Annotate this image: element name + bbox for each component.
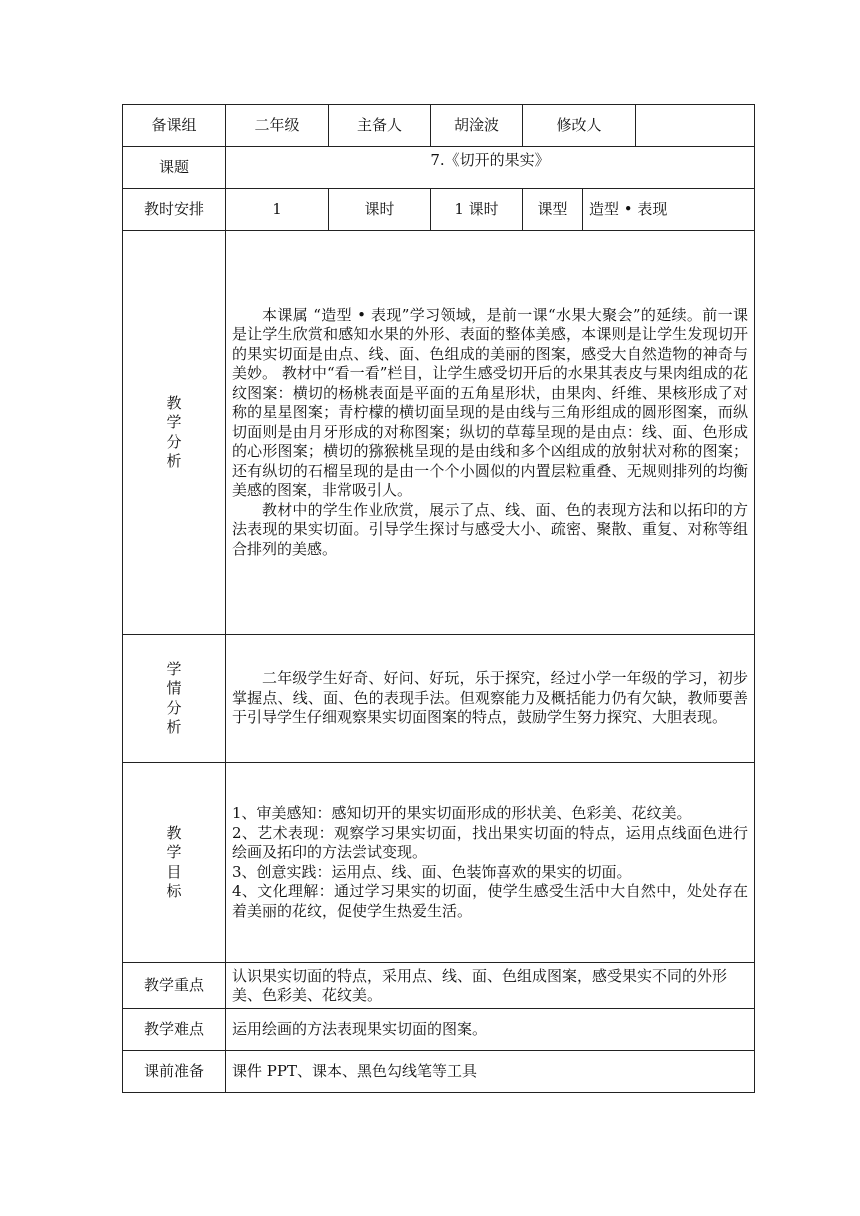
grade-value: 二年级 [226,105,329,147]
goal-item: 1、审美感知：感知切开的果实切面形成的形状美、色彩美、花纹美。 [232,804,692,822]
analysis-label-char: 教 [166,393,182,412]
analysis-content [226,231,755,635]
lesson-plan-table [122,104,755,1093]
goals-label [123,763,226,963]
preparation-row [123,1051,755,1093]
lesson-type-label: 课型 [523,189,583,231]
goals-label-char: 目 [166,862,182,881]
schedule-label: 教时安排 [123,189,226,231]
key-points-row [123,963,755,1009]
learners-label-char: 学 [166,659,182,678]
preparation-content: 课件 PPT、课本、黑色勾线笔等工具 [226,1051,755,1093]
topic-label: 课题 [123,147,226,189]
difficulties-label: 教学难点 [123,1009,226,1051]
goals-label-char: 标 [166,882,182,900]
difficulties-row [123,1009,755,1051]
goal-item: 3、创意实践：运用点、线、面、色装饰喜欢的果实的切面。 [232,862,632,881]
learners-row [123,635,755,763]
analysis-row [123,231,755,635]
goal-item: 4、文化理解：通过学习果实的切面，使学生感受生活中大自然中，处处存在着美丽的花纹，促使学生热爱生活。 [232,882,749,920]
learners-content [226,635,755,763]
goals-label-char: 学 [166,843,182,861]
goals-row [123,763,755,963]
learners-label-char: 分 [166,698,182,717]
analysis-paragraph: 本课属 “造型 • 表现”学习领域，是前一课“水果大聚会”的延续。前一课是让学生欣赏和感知水果的外形、表面的整体美感，本课则是让学生发现切开的果实切面是由点、线、面、色组成的美丽的图案，感受大自然造物的神奇与美妙。 教材中“看一看”栏目，让学生感受切开后的水果其表皮与果肉组成的花纹图案：横切的杨桃表面是平面的五角星形状，由果肉、纤维、果核形成了对称的星星图案；青柠檬的横切面呈现的是由线与三角形组成的圆形图案，而纵切面则是由月牙形成的对称图案；纵切的草莓呈现的是由点：线、面、色形成的心形图案；横切的猕猴桃呈现的是由线和多个凶组成的放射状对称的图案；还有纵切的石榴呈现的是由一个个小圆似的内置层粒重叠、无规则排列的均衡美感的图案，非常吸引人。 [232,305,749,500]
learners-label [123,635,226,763]
topic-row [123,147,755,189]
goal-item: 2、艺术表现：观察学习果实切面，找出果实切面的特点，运用点线面色进行绘画及拓印的方法尝试变现。 [232,823,749,861]
analysis-label-char: 析 [166,452,182,470]
schedule-unit: 课时 [329,189,431,231]
learners-label-char: 情 [166,679,182,697]
schedule-periods: 1 课时 [431,189,523,231]
learners-label-char: 析 [166,718,182,736]
header-row [123,105,755,147]
key-points-content: 认识果实切面的特点，采用点、线、面、色组成图案，感受果实不同的外形美、色彩美、花纹美。 [226,963,755,1009]
editor-label: 修改人 [523,105,636,147]
lead-name: 胡淦波 [431,105,523,147]
analysis-label-char: 学 [166,413,182,431]
schedule-count: 1 [226,189,329,231]
learners-paragraph: 二年级学生好奇、好问、好玩，乐于探究，经过小学一年级的学习，初步掌握点、线、面、色的表现手法。但观察能力及概括能力仍有欠缺，教师要善于引导学生仔细观察果实切面图案的特点，鼓励学生努力探究、大胆表现。 [232,669,749,727]
analysis-label [123,231,226,635]
lesson-type-value: 造型 • 表现 [583,189,755,231]
schedule-row [123,189,755,231]
goals-label-char: 教 [166,823,182,842]
preparation-label: 课前准备 [123,1051,226,1093]
lead-label: 主备人 [329,105,431,147]
topic-value: 7.《切开的果实》 [226,147,755,189]
group-label: 备课组 [123,105,226,147]
key-points-label: 教学重点 [123,963,226,1009]
editor-name [636,105,755,147]
difficulties-content: 运用绘画的方法表现果实切面的图案。 [226,1009,755,1051]
analysis-paragraph: 教材中的学生作业欣赏，展示了点、线、面、色的表现方法和以拓印的方法表现的果实切面。引导学生探讨与感受大小、疏密、聚散、重复、对称等组合排列的美感。 [232,500,749,558]
analysis-label-char: 分 [166,432,182,451]
goals-content [226,763,755,963]
